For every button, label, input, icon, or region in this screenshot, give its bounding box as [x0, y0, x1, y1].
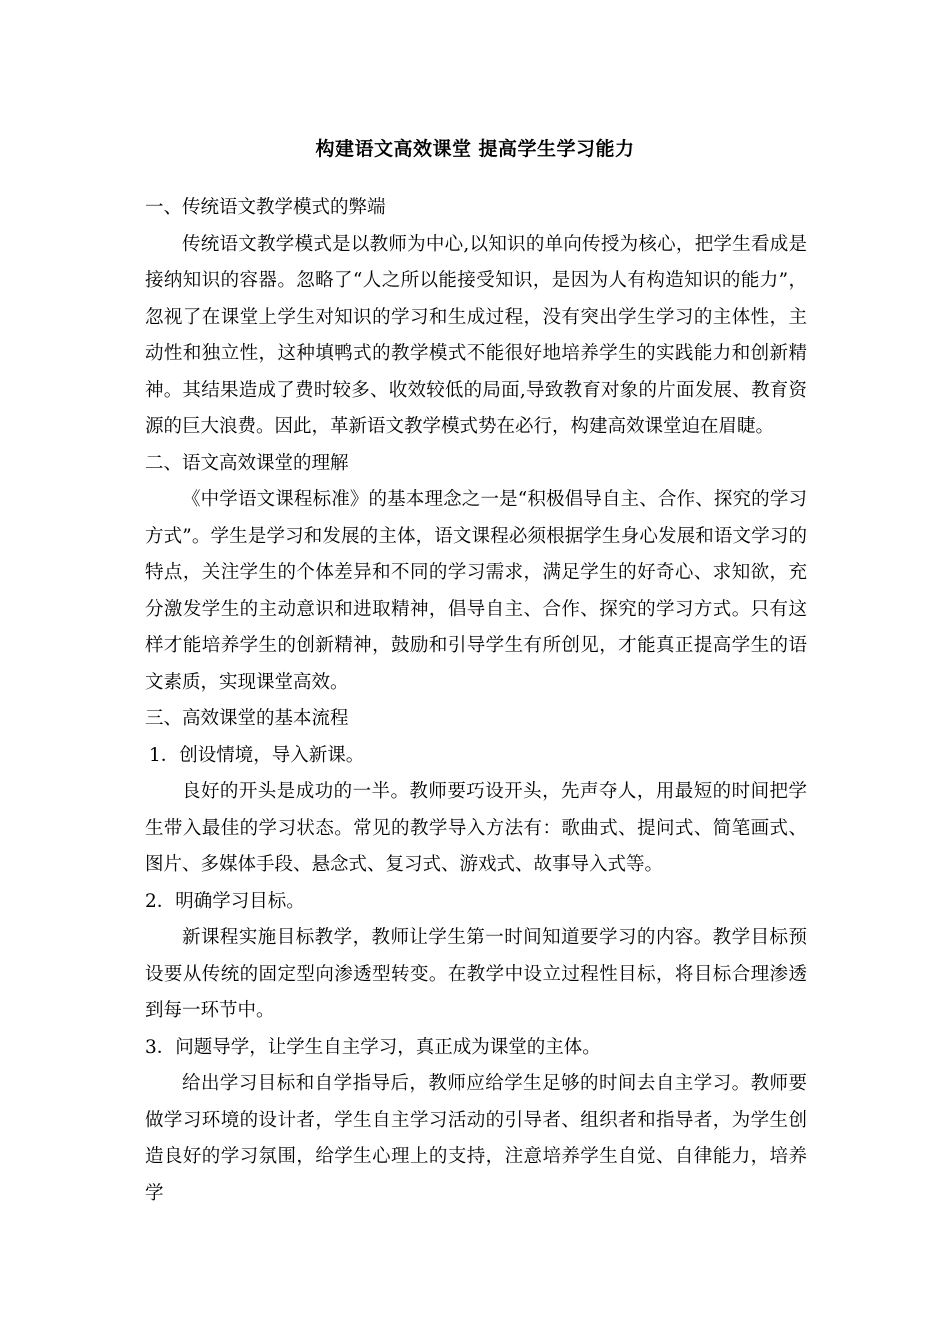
section-heading-3: 三、高效课堂的基本流程 [145, 708, 349, 729]
paragraph-5: 给出学习目标和自学指导后，教师应给学生足够的时间去自主学习。教师要做学习环境的设计者，学生自主学习活动的引导者、组织者和指导者，为学生创造良好的学习氛围，给学生心理上的支持，注意培养学生自觉、自律能力，培养学 [145, 1073, 807, 1204]
paragraph-3: 良好的开头是成功的一半。教师要巧设开头，先声夺人，用最短的时间把学生带入最佳的学习状态。常见的教学导入方法有：歌曲式、提问式、简笔画式、图片、多媒体手段、悬念式、复习式、游戏式、故事导入式等。 [145, 781, 807, 875]
paragraph-1: 传统语文教学模式是以教师为中心,以知识的单向传授为核心，把学生看成是接纳知识的容器。忽略了“人之所以能接受知识，是因为人有构造知识的能力”，忽视了在课堂上学生对知识的学习和生成过程，没有突出学生学习的主体性，主动性和独立性，这种填鸭式的教学模式不能很好地培养学生的实践能力和创新精神。其结果造成了费时较多、收效较低的局面,导致教育对象的片面发展、教育资源的巨大浪费。因此，革新语文教学模式势在必行，构建高效课堂迫在眉睫。 [145, 233, 807, 437]
paragraph-4: 新课程实施目标教学，教师让学生第一时间知道要学习的内容。教学目标预设要从传统的固定型向渗透型转变。在教学中设立过程性目标，将目标合理渗透到每一环节中。 [145, 927, 807, 1021]
section-heading-1: 一、传统语文教学模式的弊端 [145, 197, 386, 218]
subheading-3: 3．问题导学，让学生自主学习，真正成为课堂的主体。 [145, 1036, 601, 1058]
subheading-2: 2．明确学习目标。 [145, 890, 305, 912]
section-heading-2: 二、语文高效课堂的理解 [145, 452, 349, 474]
document-body [145, 190, 807, 1212]
subheading-1: 1．创设情境，导入新课。 [149, 744, 365, 766]
document-title: 构建语文高效课堂 提高学生学习能力 [315, 138, 635, 160]
paragraph-2: 《中学语文课程标准》的基本理念之一是“积极倡导自主、合作、探究的学习方式”。学生是学习和发展的主体，语文课程必须根据学生身心发展和语文学习的特点，关注学生的个体差异和不同的学习需求，满足学生的好奇心、求知欲，充分激发学生的主动意识和进取精神，倡导自主、合作、探究的学习方式。只有这样才能培养学生的创新精神，鼓励和引导学生有所创见，才能真正提高学生的语文素质，实现课堂高效。 [145, 489, 807, 693]
